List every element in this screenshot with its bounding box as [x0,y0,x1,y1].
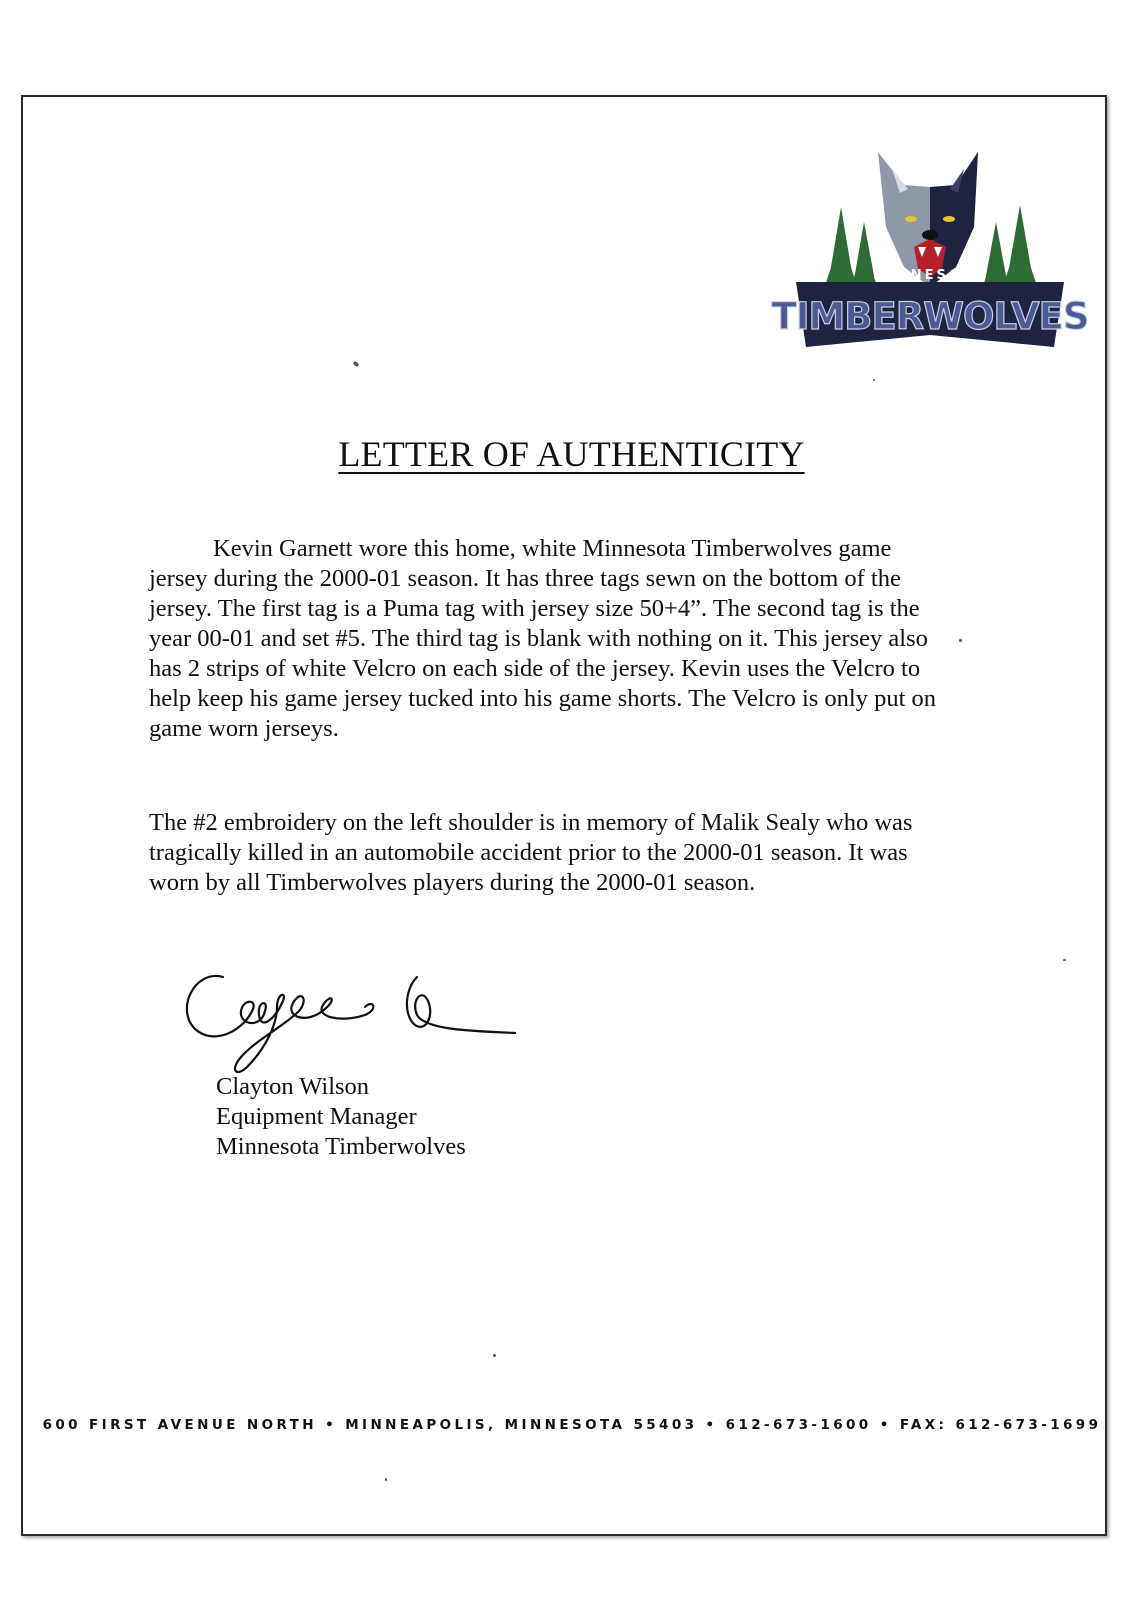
scan-speck [493,1354,496,1357]
body-paragraph-1: Kevin Garnett wore this home, white Minnesota Timberwolves game jersey during the 2000-01 season. It has three tags sewn on the bottom of the jersey. The first tag is a Puma tag with jersey size 50+4”. The second tag is the year 00-01 and set #5. The third tag is blank with nothing on it. This jersey also has 2 strips of white Velcro on each side of the jersey. Kevin uses the Velcro to help keep his game jersey tucked into his game shorts. The Velcro is only put on game worn jerseys. [149,535,937,742]
scan-speck [873,379,875,381]
signer-name: Clayton Wilson [216,1073,370,1100]
body-paragraph-2: The #2 embroidery on the left shoulder is in memory of Malik Sealy who was tragically killed in an automobile accident prior to the 2000-01 season. It was worn by all Timberwolves players during the 2000-01 season. [149,809,913,896]
letter-title: LETTER OF AUTHENTICITY [338,434,805,474]
wolf-head-graphic [878,152,978,287]
footer-address: 600 FIRST AVENUE NORTH • MINNEAPOLIS, MINNESOTA 55403 • 612-673-1600 • FAX: 612-673-1699 [42,1417,1102,1433]
logo-minnesota-text: MINNESOTA [873,268,987,283]
signer-role: Equipment Manager [216,1103,417,1130]
scan-speck [385,1478,387,1481]
wordmark-banner [771,268,1088,347]
signer-block [216,1072,466,1162]
scan-speck [959,639,962,642]
logo-timberwolves-text: TIMBERWOLVES [771,295,1089,338]
handwritten-signature [165,959,545,1079]
scan-speck [1063,959,1066,961]
scan-speck [352,361,359,368]
letter-page [21,95,1107,1536]
signer-organization: Minnesota Timberwolves [216,1133,466,1160]
timberwolves-logo [771,147,1089,362]
